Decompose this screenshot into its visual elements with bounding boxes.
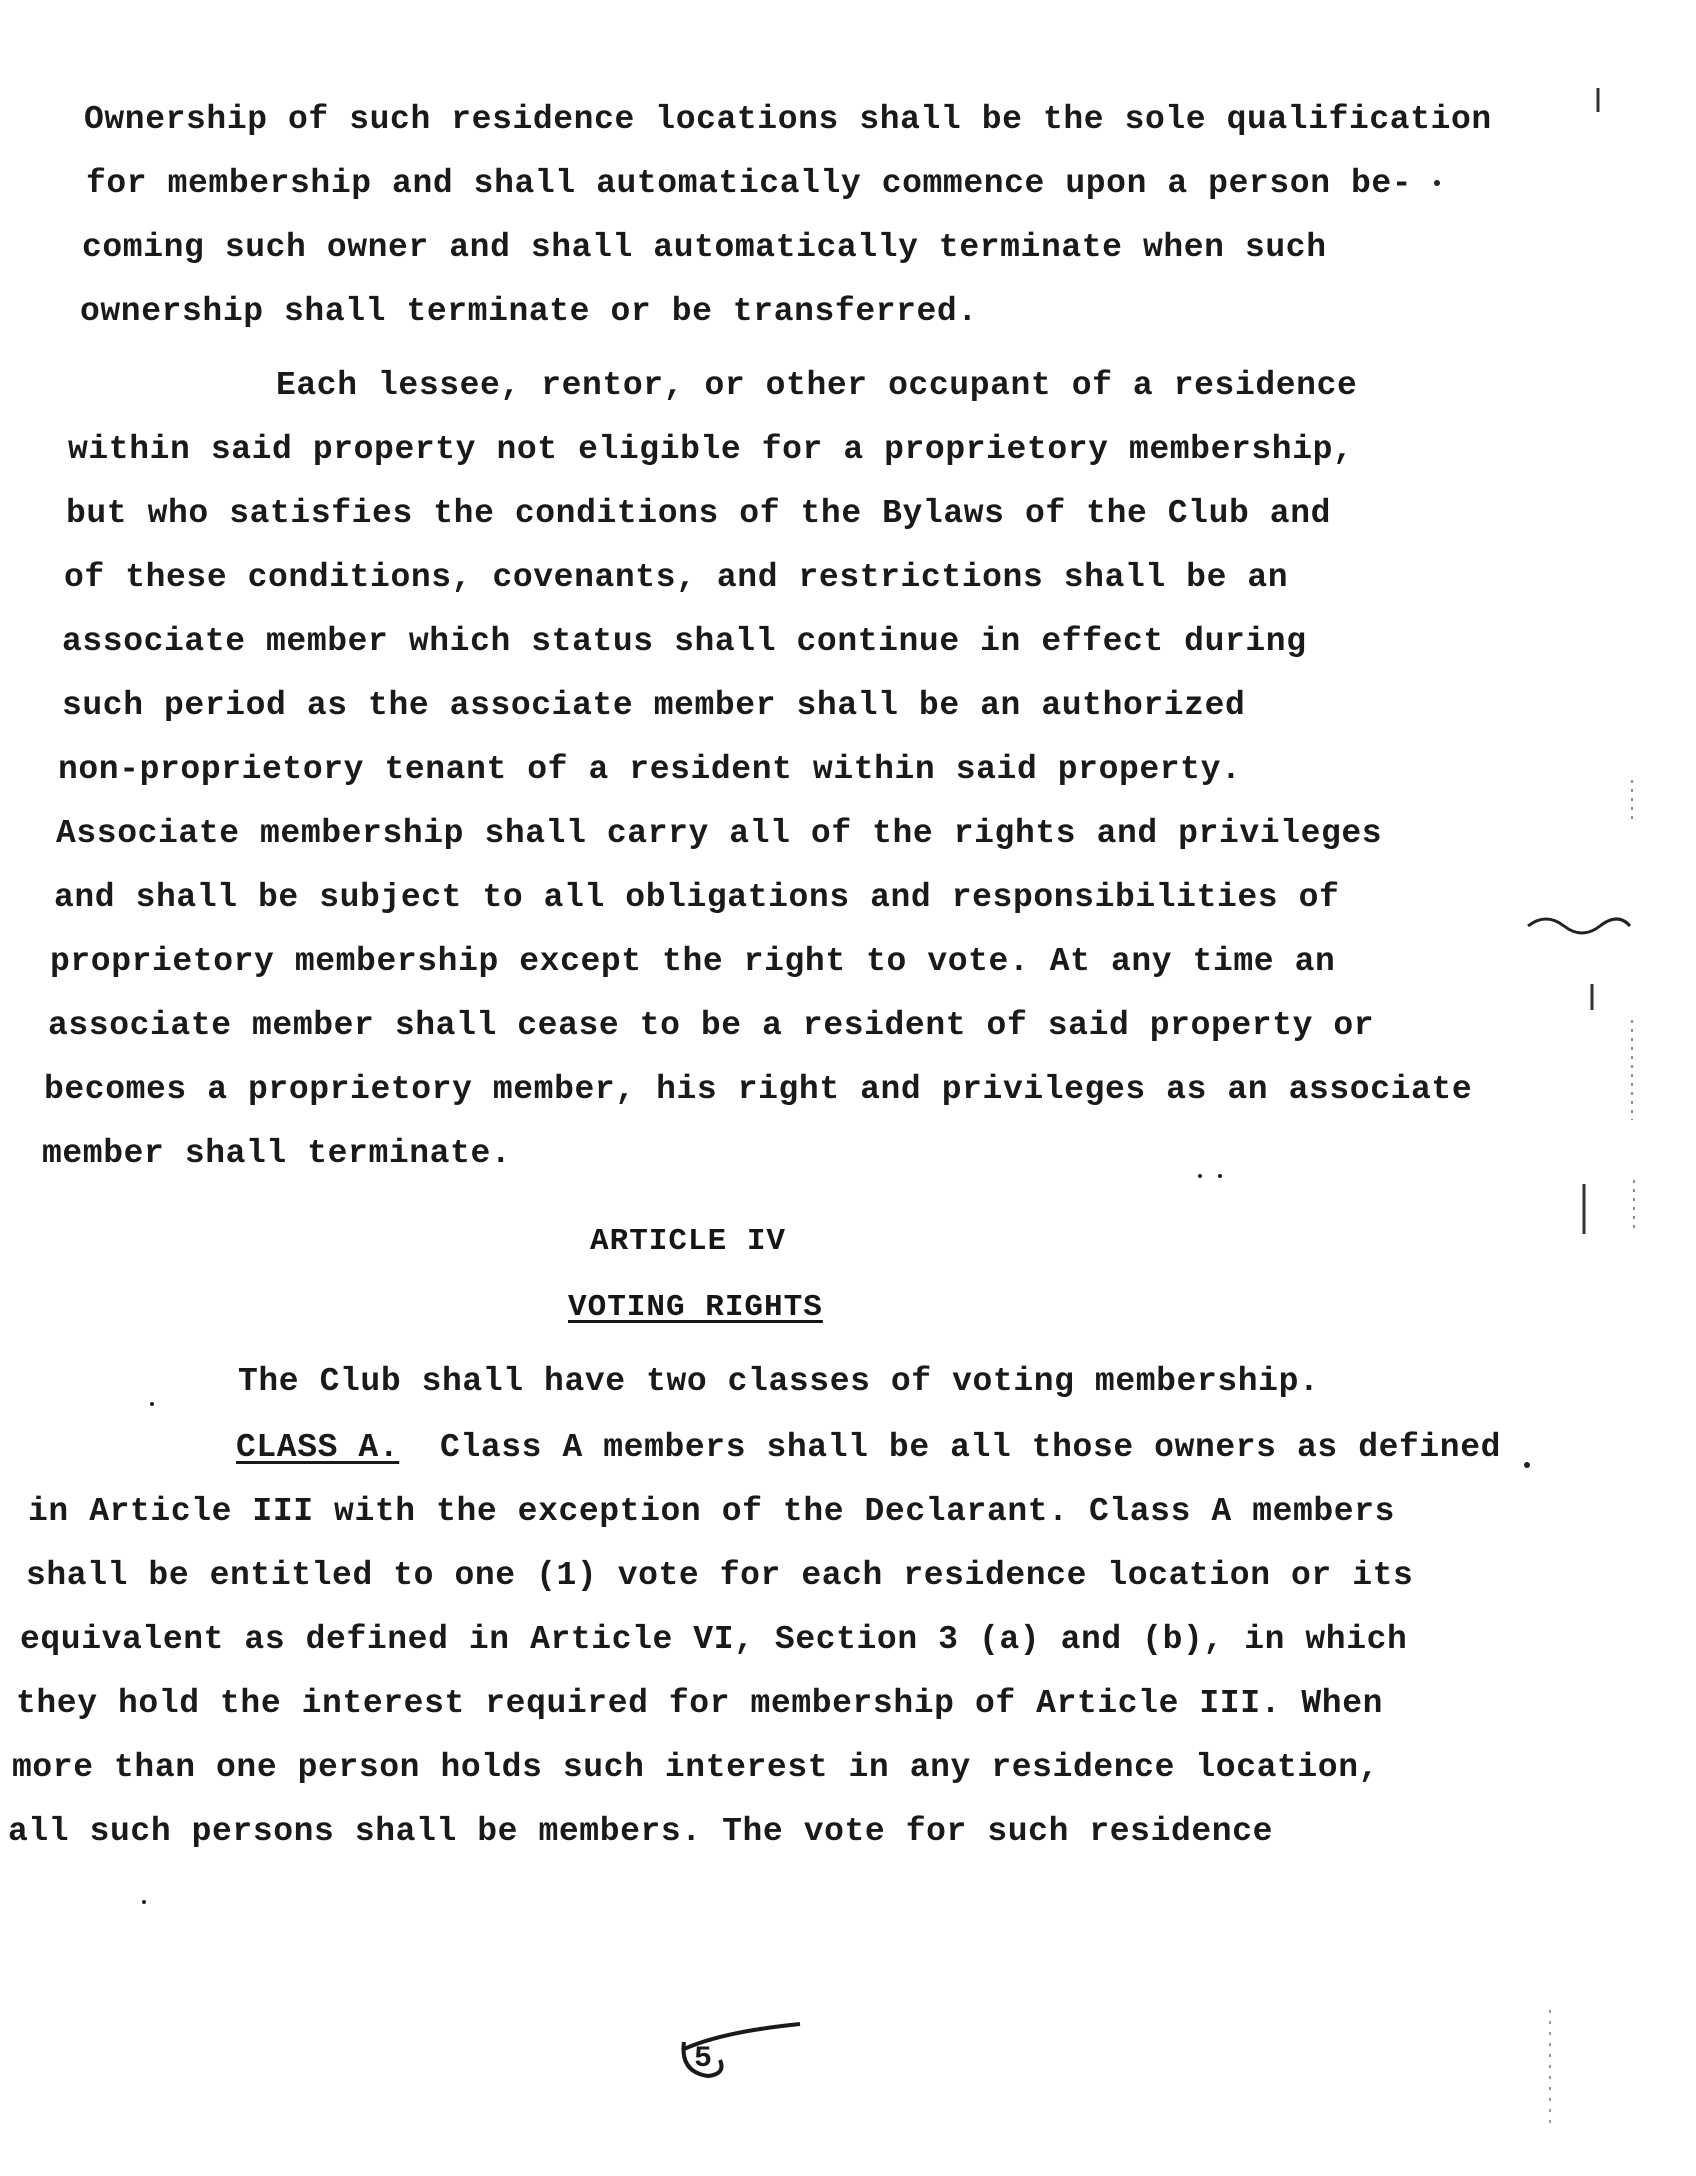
paragraph-2-line-1: Each lessee, rentor, or other occupant of a residence bbox=[276, 367, 1358, 404]
paragraph-2-line-5: associate member which status shall continue in effect during bbox=[62, 623, 1307, 660]
margin-scan-marks-bottom bbox=[1530, 2000, 1590, 2140]
paragraph-1-line-2: for membership and shall automatically commence upon a person be- bbox=[86, 165, 1413, 202]
article-title: VOTING RIGHTS bbox=[568, 1290, 823, 1325]
paragraph-2-line-13: member shall terminate. bbox=[42, 1135, 512, 1172]
speck bbox=[150, 1402, 154, 1406]
class-a-first-line-text: Class A members shall be all those owners as defined bbox=[440, 1429, 1502, 1466]
speck bbox=[1434, 180, 1440, 186]
voting-classes-intro: The Club shall have two classes of voting membership. bbox=[238, 1363, 1320, 1400]
handwritten-page-number-mark bbox=[660, 2010, 810, 2100]
margin-scan-marks bbox=[1520, 60, 1660, 1460]
paragraph-2-line-3: but who satisfies the conditions of the Bylaws of the Club and bbox=[66, 495, 1331, 532]
paragraph-2-line-10: proprietory membership except the right to vote. At any time an bbox=[50, 943, 1336, 980]
speck bbox=[1524, 1462, 1530, 1468]
paragraph-1-line-3: coming such owner and shall automatically terminate when such bbox=[82, 229, 1327, 266]
class-a-line-7: all such persons shall be members. The vote for such residence bbox=[8, 1813, 1273, 1850]
class-a-line-2: in Article III with the exception of the Declarant. Class A members bbox=[28, 1493, 1396, 1530]
class-a-first-line bbox=[236, 1428, 1501, 1468]
speck bbox=[1198, 1174, 1202, 1178]
paragraph-2-line-8: Associate membership shall carry all of the rights and privileges bbox=[56, 815, 1383, 852]
paragraph-2-line-6: such period as the associate member shall be an authorized bbox=[62, 687, 1246, 724]
paragraph-1-line-1: Ownership of such residence locations shall be the sole qualification bbox=[84, 101, 1492, 138]
page-number-text: 5 bbox=[694, 2042, 713, 2076]
page-number bbox=[660, 2010, 810, 2100]
paragraph-1-line-4: ownership shall terminate or be transferred. bbox=[80, 293, 978, 330]
class-a-line-4: equivalent as defined in Article VI, Section 3 (a) and (b), in which bbox=[20, 1621, 1408, 1658]
class-a-label: CLASS A. bbox=[236, 1429, 400, 1466]
speck bbox=[142, 1900, 146, 1904]
paragraph-2-line-2: within said property not eligible for a proprietory membership, bbox=[68, 431, 1354, 468]
paragraph-2-line-11: associate member shall cease to be a resident of said property or bbox=[48, 1007, 1375, 1044]
class-a-line-5: they hold the interest required for membership of Article III. When bbox=[16, 1685, 1384, 1722]
class-a-line-3: shall be entitled to one (1) vote for each residence location or its bbox=[26, 1557, 1414, 1594]
paragraph-2-line-9: and shall be subject to all obligations and responsibilities of bbox=[54, 879, 1340, 916]
class-a-line-6: more than one person holds such interest in any residence location, bbox=[12, 1749, 1380, 1786]
article-heading: ARTICLE IV bbox=[590, 1224, 787, 1259]
speck bbox=[1218, 1174, 1222, 1178]
paragraph-2-line-7: non-proprietory tenant of a resident within said property. bbox=[58, 751, 1242, 788]
paragraph-2-line-4: of these conditions, covenants, and restrictions shall be an bbox=[64, 559, 1289, 596]
paragraph-2-line-12: becomes a proprietory member, his right and privileges as an associate bbox=[44, 1071, 1473, 1108]
